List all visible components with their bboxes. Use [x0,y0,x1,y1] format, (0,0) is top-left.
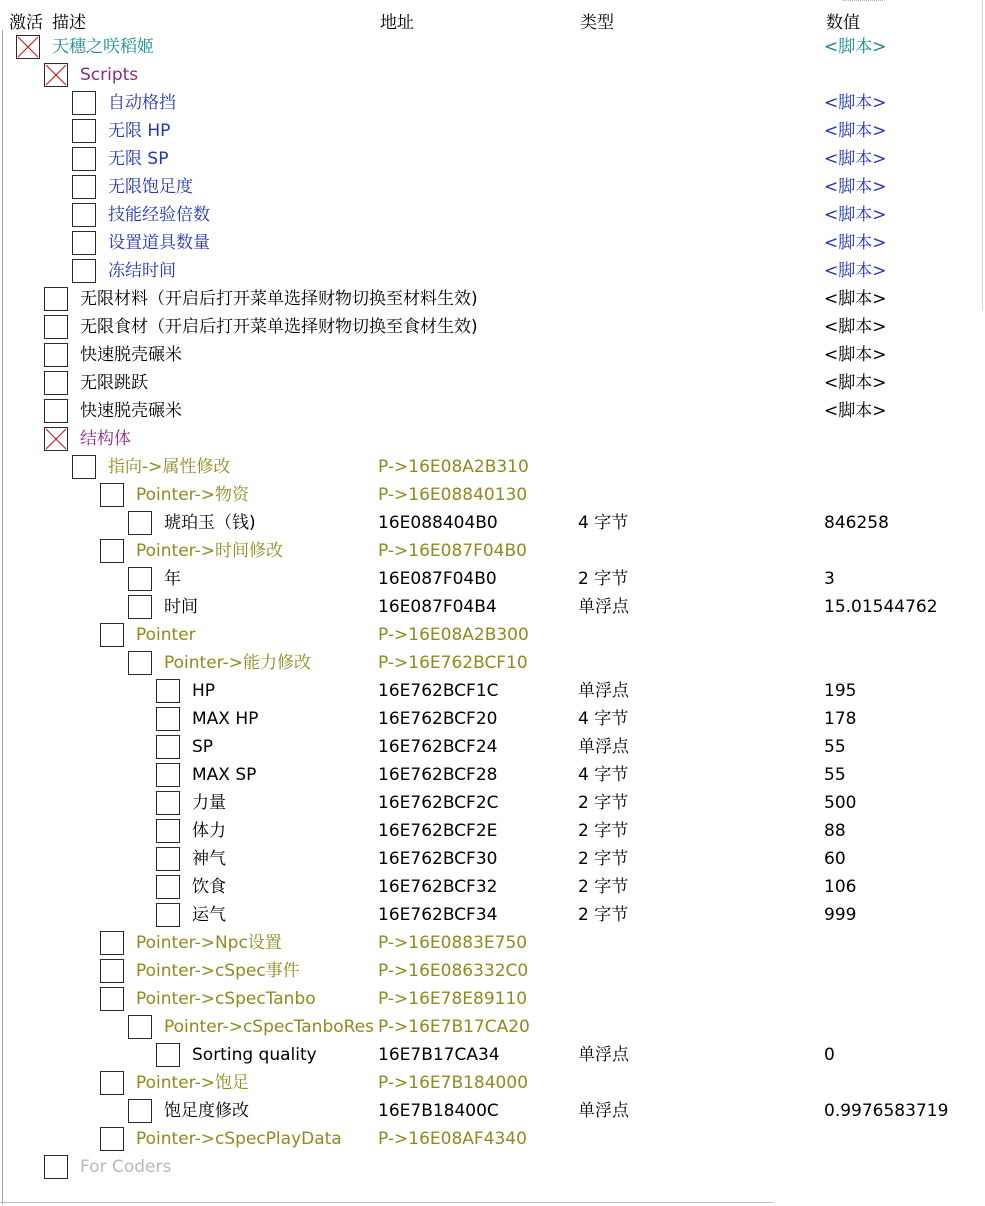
table-row[interactable] [0,566,985,594]
row-description: 年 [164,569,181,589]
active-checkbox[interactable] [100,1071,124,1095]
table-row[interactable] [0,874,985,902]
row-type: 2 字节 [578,821,629,841]
row-description: Pointer->时间修改 [136,541,283,561]
active-checkbox[interactable] [128,1099,152,1123]
row-description: SP [192,737,214,757]
bottom-border [0,1202,773,1203]
active-checkbox[interactable] [100,959,124,983]
row-type: 4 字节 [578,765,629,785]
row-description: 技能经验倍数 [108,205,210,225]
table-row[interactable] [0,426,985,454]
row-address: P->16E0883E750 [378,933,528,953]
table-row[interactable] [0,986,985,1014]
row-description: 天穗之咲稻姬 [52,37,154,57]
table-row[interactable] [0,370,985,398]
active-checkbox[interactable] [156,707,180,731]
table-row[interactable] [0,706,985,734]
table-row[interactable] [0,62,985,90]
table-row[interactable] [0,34,985,62]
active-checkbox[interactable] [156,1043,180,1067]
header-value[interactable]: 数值 [826,13,860,33]
row-description: Scripts [80,65,139,85]
table-row[interactable] [0,342,985,370]
row-description: 设置道具数量 [108,233,210,253]
row-type: 单浮点 [578,1101,629,1121]
row-description: Pointer->cSpecTanboRes [164,1017,375,1037]
row-description: 快速脱壳碾米 [80,401,182,421]
table-row[interactable] [0,510,985,538]
row-address: 16E087F04B4 [378,597,497,617]
active-checkbox[interactable] [128,595,152,619]
row-description: Pointer->物资 [136,485,249,505]
row-description: For Coders [80,1157,172,1177]
row-value[interactable]: 178 [824,709,857,729]
active-checkbox[interactable] [100,1127,124,1151]
active-checkbox[interactable] [156,679,180,703]
row-type: 2 字节 [578,877,629,897]
row-address: 16E762BCF20 [378,709,498,729]
active-checkbox[interactable] [128,511,152,535]
row-address: 16E762BCF2C [378,793,499,813]
row-type: 2 字节 [578,793,629,813]
row-description: 时间 [164,597,198,617]
table-row[interactable] [0,1014,985,1042]
table-row[interactable] [0,734,985,762]
row-description: 无限材料（开启后打开菜单选择财物切换至材料生效) [80,289,478,309]
row-address: 16E762BCF2E [378,821,498,841]
active-checkbox[interactable] [44,371,68,395]
table-row[interactable] [0,258,985,286]
active-checkbox[interactable] [128,1015,152,1039]
header-active[interactable]: 激活 [9,13,43,33]
row-value[interactable]: <脚本> [824,289,887,309]
table-row[interactable] [0,1070,985,1098]
row-address: 16E088404B0 [378,513,498,533]
active-checkbox[interactable] [44,427,68,451]
row-address: 16E762BCF30 [378,849,498,869]
row-description: 琥珀玉（钱) [164,513,256,533]
row-address: P->16E08840130 [378,485,528,505]
row-description: MAX SP [192,765,257,785]
table-row[interactable] [0,90,985,118]
table-row[interactable] [0,286,985,314]
row-type: 单浮点 [578,681,629,701]
row-description: 指向->属性修改 [108,457,231,477]
row-address: P->16E087F04B0 [378,541,527,561]
table-row[interactable] [0,1042,985,1070]
row-value[interactable]: 0 [824,1045,835,1065]
table-row[interactable] [0,118,985,146]
active-checkbox[interactable] [16,35,40,59]
table-row[interactable] [0,1154,985,1182]
row-description: 无限 HP [108,121,171,141]
row-value[interactable]: <脚本> [824,37,887,57]
table-row[interactable] [0,482,985,510]
row-description: Pointer->能力修改 [164,653,311,673]
row-value[interactable]: 846258 [824,513,889,533]
active-checkbox[interactable] [44,63,68,87]
row-address: 16E7B17CA34 [378,1045,500,1065]
active-checkbox[interactable] [156,819,180,843]
row-value[interactable]: 999 [824,905,857,925]
row-value[interactable]: <脚本> [824,317,887,337]
row-address: P->16E7B17CA20 [378,1017,530,1037]
row-address: P->16E08AF4340 [378,1129,527,1149]
row-description: 无限饱足度 [108,177,193,197]
row-type: 4 字节 [578,709,629,729]
row-description: 运气 [192,905,226,925]
active-checkbox[interactable] [72,175,96,199]
row-value[interactable]: 0.9976583719 [824,1101,949,1121]
active-checkbox[interactable] [44,315,68,339]
row-type: 2 字节 [578,849,629,869]
row-value[interactable]: 88 [824,821,846,841]
row-address: P->16E762BCF10 [378,653,528,673]
row-description: Pointer->Npc设置 [136,933,282,953]
active-checkbox[interactable] [128,567,152,591]
active-checkbox[interactable] [100,931,124,955]
table-row[interactable] [0,314,985,342]
row-value[interactable]: 55 [824,765,846,785]
table-row[interactable] [0,818,985,846]
row-description: Pointer->饱足 [136,1073,249,1093]
row-description: MAX HP [192,709,259,729]
table-row[interactable] [0,622,985,650]
row-description: HP [192,681,216,701]
row-address: 16E7B18400C [378,1101,499,1121]
active-checkbox[interactable] [156,847,180,871]
row-value[interactable]: <脚本> [824,401,887,421]
table-row[interactable] [0,594,985,622]
header-description[interactable]: 描述 [52,13,86,33]
row-value[interactable]: <脚本> [824,373,887,393]
active-checkbox[interactable] [44,343,68,367]
table-row[interactable] [0,846,985,874]
row-address: 16E762BCF24 [378,737,498,757]
active-checkbox[interactable] [44,399,68,423]
table-row[interactable] [0,146,985,174]
row-type: 单浮点 [578,1045,629,1065]
row-value[interactable]: <脚本> [824,205,887,225]
header-address[interactable]: 地址 [380,13,414,33]
table-row[interactable] [0,1126,985,1154]
active-checkbox[interactable] [72,455,96,479]
active-checkbox[interactable] [100,539,124,563]
row-description: 结构体 [80,429,131,449]
row-description: 快速脱壳碾米 [80,345,182,365]
active-checkbox[interactable] [156,763,180,787]
column-header [0,0,985,34]
row-value[interactable]: 15.01544762 [824,597,938,617]
active-checkbox[interactable] [100,987,124,1011]
active-checkbox[interactable] [128,651,152,675]
table-row[interactable] [0,1098,985,1126]
row-address: 16E762BCF28 [378,765,498,785]
table-row[interactable] [0,538,985,566]
row-type: 单浮点 [578,597,629,617]
row-description: Pointer->cSpecPlayData [136,1129,342,1149]
row-value[interactable]: <脚本> [824,121,887,141]
row-type: 2 字节 [578,569,629,589]
table-row[interactable] [0,790,985,818]
row-value[interactable]: 195 [824,681,857,701]
row-description: Sorting quality [192,1045,317,1065]
row-type: 单浮点 [578,737,629,757]
table-row[interactable] [0,174,985,202]
row-value[interactable]: <脚本> [824,93,887,113]
active-checkbox[interactable] [72,203,96,227]
row-description: 无限食材（开启后打开菜单选择财物切换至食材生效) [80,317,478,337]
active-checkbox[interactable] [156,735,180,759]
header-type[interactable]: 类型 [580,13,614,33]
table-row[interactable] [0,762,985,790]
row-value[interactable]: <脚本> [824,177,887,197]
table-row[interactable] [0,230,985,258]
row-description: 力量 [192,793,226,813]
table-row[interactable] [0,958,985,986]
row-value[interactable]: 3 [824,569,835,589]
active-checkbox[interactable] [72,91,96,115]
row-address: P->16E08A2B300 [378,625,529,645]
active-checkbox[interactable] [156,903,180,927]
row-type: 4 字节 [578,513,629,533]
row-description: 饮食 [192,877,226,897]
active-checkbox[interactable] [156,791,180,815]
row-description: Pointer->cSpec事件 [136,961,300,981]
table-row[interactable] [0,398,985,426]
row-address: 16E762BCF1C [378,681,499,701]
row-description: 无限 SP [108,149,169,169]
table-row[interactable] [0,902,985,930]
row-description: 无限跳跃 [80,373,148,393]
table-row[interactable] [0,930,985,958]
row-description: Pointer->cSpecTanbo [136,989,316,1009]
checked-x-icon [45,64,67,86]
row-description: 冻结时间 [108,261,176,281]
row-address: P->16E78E89110 [378,989,528,1009]
table-row[interactable] [0,678,985,706]
row-type: 2 字节 [578,905,629,925]
row-address: P->16E7B184000 [378,1073,529,1093]
table-row[interactable] [0,202,985,230]
row-description: 体力 [192,821,226,841]
row-description: 自动格挡 [108,93,176,113]
active-checkbox[interactable] [100,483,124,507]
row-address: 16E762BCF34 [378,905,498,925]
row-value[interactable]: 60 [824,849,846,869]
active-checkbox[interactable] [72,259,96,283]
active-checkbox[interactable] [100,623,124,647]
active-checkbox[interactable] [44,1155,68,1179]
table-row[interactable] [0,650,985,678]
row-description: Pointer [136,625,196,645]
row-value[interactable]: 106 [824,877,857,897]
row-address: P->16E086332C0 [378,961,529,981]
row-value[interactable]: <脚本> [824,261,887,281]
row-address: 16E087F04B0 [378,569,497,589]
row-address: 16E762BCF32 [378,877,498,897]
row-description: 饱足度修改 [164,1101,249,1121]
table-row[interactable] [0,454,985,482]
row-description: 神气 [192,849,226,869]
checked-x-icon [45,428,67,450]
row-value[interactable]: 500 [824,793,857,813]
active-checkbox[interactable] [72,119,96,143]
active-checkbox[interactable] [44,287,68,311]
row-value[interactable]: <脚本> [824,345,887,365]
row-value[interactable]: <脚本> [824,149,887,169]
checked-x-icon [17,36,39,58]
active-checkbox[interactable] [156,875,180,899]
active-checkbox[interactable] [72,147,96,171]
active-checkbox[interactable] [72,231,96,255]
row-value[interactable]: <脚本> [824,233,887,253]
row-address: P->16E08A2B310 [378,457,529,477]
row-value[interactable]: 55 [824,737,846,757]
